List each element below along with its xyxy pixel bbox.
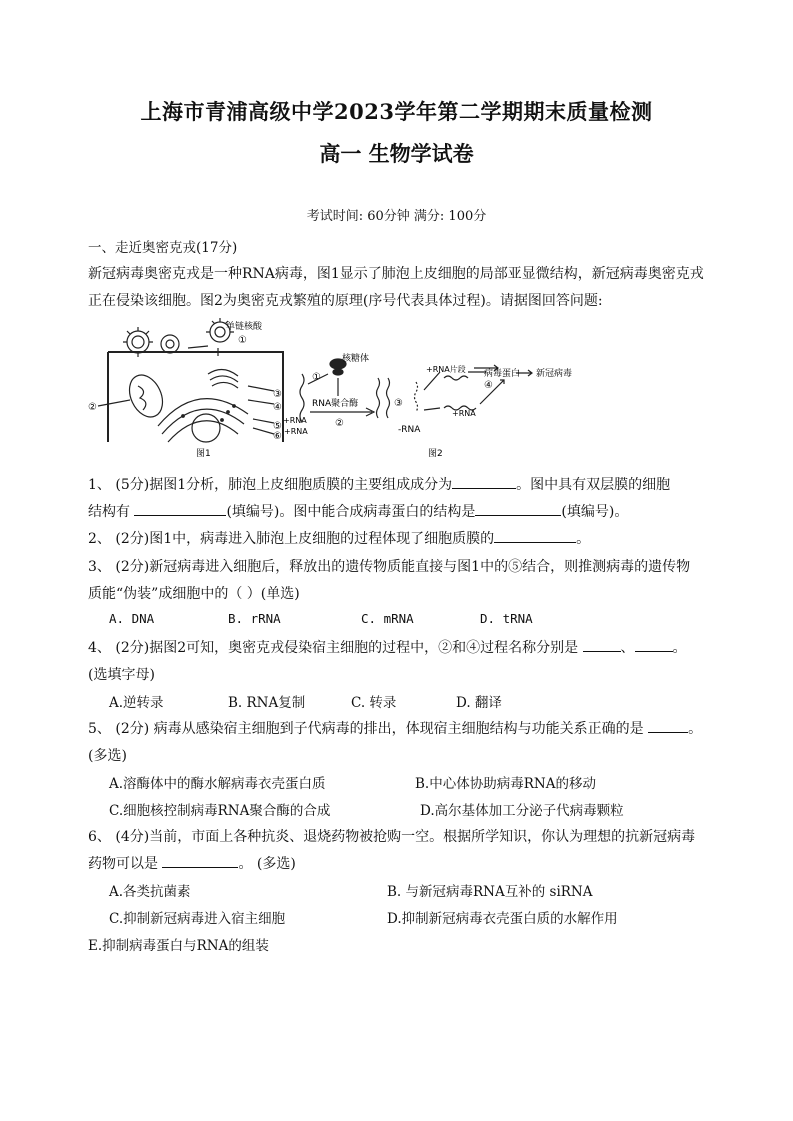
fig1-label-plus-rna: +RNA <box>283 416 307 425</box>
fig2-label-1: ① <box>312 372 321 383</box>
question-2: 2、 (2分)图1中，病毒进入肺泡上皮细胞的过程体现了细胞质膜的 。 <box>88 528 590 548</box>
fig2-label-minus-rna: -RNA <box>398 425 421 435</box>
answer-blank-q2[interactable] <box>494 528 576 543</box>
q3-option-c[interactable]: C. mRNA <box>361 611 414 626</box>
answer-blank-q1-membrane[interactable] <box>452 474 516 489</box>
q4-option-b[interactable]: B. RNA复制 <box>228 695 306 711</box>
q5-option-d[interactable]: D.高尔基体加工分泌子代病毒颗粒 <box>420 803 624 819</box>
fig1-label-3: ③ <box>273 389 282 400</box>
q5-option-c[interactable]: C.细胞核控制病毒RNA聚合酶的合成 <box>109 803 331 819</box>
question-4-line1: 4、 (2分)据图2可知，奥密克戎侵染宿主细胞的过程中，②和④过程名称分别是 、 。 <box>88 637 687 657</box>
section-heading: 一、走近奥密克戎(17分) <box>88 240 238 256</box>
fig2-label-rna-fragment: +RNA片段 <box>426 365 466 374</box>
fig2-label-plus-rna-right: +RNA <box>452 409 476 418</box>
question-3-line1: 3、 (2分)新冠病毒进入细胞后，释放出的遗传物质能直接与图1中的⑤结合，则推测病毒的遗传物 <box>88 559 691 575</box>
q3-option-a[interactable]: A. DNA <box>109 611 155 626</box>
fig2-label-plus-rna-left: +RNA <box>284 427 308 436</box>
fig1-label-4: ④ <box>273 402 282 413</box>
answer-blank-q4-process2[interactable] <box>583 637 621 652</box>
answer-blank-q1-double-membrane[interactable] <box>134 501 226 516</box>
answer-blank-q6[interactable] <box>162 853 238 868</box>
question-1-line2: 结构有 (填编号)。图中能合成病毒蛋白的结构是 (填编号)。 <box>88 501 628 521</box>
fig2-caption: 图2 <box>428 449 443 458</box>
fig2-label-viral-protein: 病毒蛋白 <box>484 369 521 379</box>
question-6-line2: 药物可以是 。 (多选) <box>88 853 296 873</box>
fig2-label-rna-polymerase: RNA聚合酶 <box>312 399 359 409</box>
question-5-line1: 5、 (2分) 病毒从感染宿主细胞到子代病毒的排出，体现宿主细胞结构与功能关系正确的是 。 <box>88 718 702 738</box>
question-5-line2: (多选) <box>88 748 127 764</box>
q5-option-a[interactable]: A.溶酶体中的酶水解病毒衣壳蛋白质 <box>109 776 326 792</box>
q4-option-a[interactable]: A.逆转录 <box>109 695 164 711</box>
fig2-label-2: ② <box>335 418 344 429</box>
fig1-label-single-strand: 单链核酸 <box>226 322 263 332</box>
q6-option-a[interactable]: A.各类抗菌素 <box>109 884 191 900</box>
fig2-label-4: ④ <box>484 380 493 391</box>
q4-option-d[interactable]: D. 翻译 <box>456 695 502 711</box>
fig1-caption: 图1 <box>196 449 211 458</box>
fig1-cell-diagram <box>98 318 283 442</box>
answer-blank-q1-protein-synthesis[interactable] <box>475 501 561 516</box>
fig2-label-new-virus: 新冠病毒 <box>536 369 573 379</box>
question-3-line2: 质能“伪装”成细胞中的（ ）(单选) <box>88 586 300 602</box>
question-6-line1: 6、 (4分)当前，市面上各种抗炎、退烧药物被抢购一空。根据所学知识，你认为理想的抗新冠病毒 <box>88 829 696 845</box>
figure-diagram <box>88 316 648 458</box>
q6-option-c[interactable]: C.抑制新冠病毒进入宿主细胞 <box>109 911 286 927</box>
fig1-label-5: ⑤ <box>273 421 282 432</box>
question-4-line2: (选填字母) <box>88 667 155 683</box>
q3-option-b[interactable]: B. rRNA <box>228 611 281 626</box>
answer-blank-q5[interactable] <box>648 718 688 733</box>
fig2-label-3: ③ <box>394 398 403 409</box>
fig1-label-6: ⑥ <box>273 431 282 442</box>
q5-option-b[interactable]: B.中心体协助病毒RNA的移动 <box>415 776 596 792</box>
exam-info: 考试时间: 60分钟 满分: 100分 <box>306 209 487 224</box>
question-1-line1: 1、 (5分)据图1分析，肺泡上皮细胞质膜的主要组成成分为 。图中具有双层膜的细胞 <box>88 474 670 494</box>
fig1-label-2: ② <box>88 402 97 413</box>
section-intro-line2: 正在侵染该细胞。图2为奥密克戎繁殖的原理(序号代表具体过程)。请据图回答问题: <box>88 293 603 309</box>
answer-blank-q4-process4[interactable] <box>635 637 673 652</box>
q6-option-b[interactable]: B. 与新冠病毒RNA互补的 siRNA <box>387 884 593 900</box>
section-intro-line1: 新冠病毒奥密克戎是一种RNA病毒，图1显示了肺泡上皮细胞的局部亚显微结构，新冠病毒奥密克戎 <box>88 266 704 282</box>
exam-subtitle: 高一 生物学试卷 <box>319 141 474 166</box>
fig1-label-1: ① <box>238 335 247 346</box>
q3-option-d[interactable]: D. tRNA <box>480 611 533 626</box>
q4-option-c[interactable]: C. 转录 <box>351 695 397 711</box>
q6-option-d[interactable]: D.抑制新冠病毒衣壳蛋白质的水解作用 <box>387 911 618 927</box>
q6-option-e[interactable]: E.抑制病毒蛋白与RNA的组装 <box>88 938 269 954</box>
fig2-label-ribosome: 核糖体 <box>342 354 370 364</box>
exam-title: 上海市青浦高级中学2023学年第二学期期末质量检测 <box>140 99 653 124</box>
